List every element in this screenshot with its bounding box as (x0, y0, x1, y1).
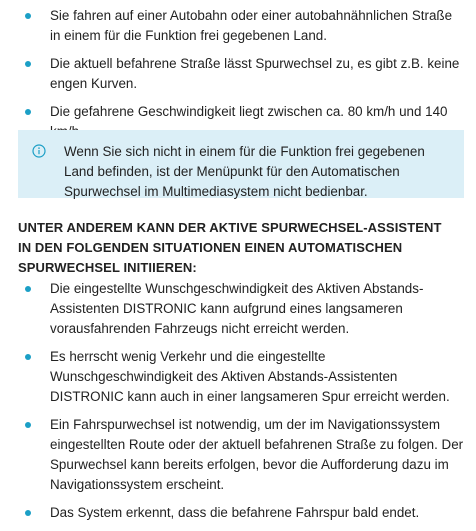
section-heading: UNTER ANDEREM KANN DER AKTIVE SPURWECHSEL-ASSISTENT IN DEN FOLGENDEN SITUATIONEN EINEN AUTOMATISCHEN SPURWECHSEL INITIIEREN: (18, 220, 442, 275)
list-item-text: Die aktuell befahrene Straße lässt Spurwechsel zu, es gibt z.B. keine engen Kurven. (50, 56, 460, 91)
list-item (0, 415, 476, 495)
list-item (0, 54, 476, 94)
list-item-text: Ein Fahrspurwechsel ist notwendig, um der im Navigationssystem eingestellten Route oder der aktuell befahrenen Straße zu folgen. Der Spurwechsel kann bereits erfolgen, bevor die Aufforderung dazu im Navigationssystem erscheint. (50, 417, 464, 492)
list-item (0, 347, 476, 407)
bullet-icon (25, 286, 31, 292)
info-notice (18, 130, 464, 198)
list-item-text: Die gefahrene Geschwindigkeit liegt zwischen ca. 80 km/h und 140 (50, 104, 448, 119)
situations-list (0, 279, 476, 531)
bullet-icon (25, 109, 31, 115)
bullet-icon (25, 61, 31, 67)
bullet-icon (25, 13, 31, 19)
info-icon (32, 144, 46, 158)
list-item-text: Die eingestellte Wunschgeschwindigkeit des Aktiven Abstands-Assistenten DISTRONIC kann aufgrund eines langsameren vorausfahrenden Fahrzeugs nicht erreicht werden. (50, 281, 424, 336)
list-item (0, 503, 476, 523)
bullet-icon (25, 354, 31, 360)
list-item-text: Das System erkennt, dass die befahrene Fahrspur bald endet. (50, 505, 420, 520)
notice-text: Wenn Sie sich nicht in einem für die Funktion frei gegebenen Land befinden, ist der Menüpunkt für den Automatischen Spurwechsel im Multimediasystem nicht bedienbar. (64, 144, 425, 199)
list-item (0, 279, 476, 339)
bullet-icon (25, 510, 31, 516)
conditions-list (0, 6, 476, 150)
list-item-text: Sie fahren auf einer Autobahn oder einer autobahnähnlichen Straße in einem für die Funktion frei gegebenen Land. (50, 8, 453, 43)
list-item (0, 6, 476, 46)
bullet-icon (25, 422, 31, 428)
list-item-text: Es herrscht wenig Verkehr und die eingestellte Wunschgeschwindigkeit des Aktiven Abstands-Assistenten DISTRONIC kann auch in einer langsameren Spur erreicht werden. (50, 349, 450, 404)
